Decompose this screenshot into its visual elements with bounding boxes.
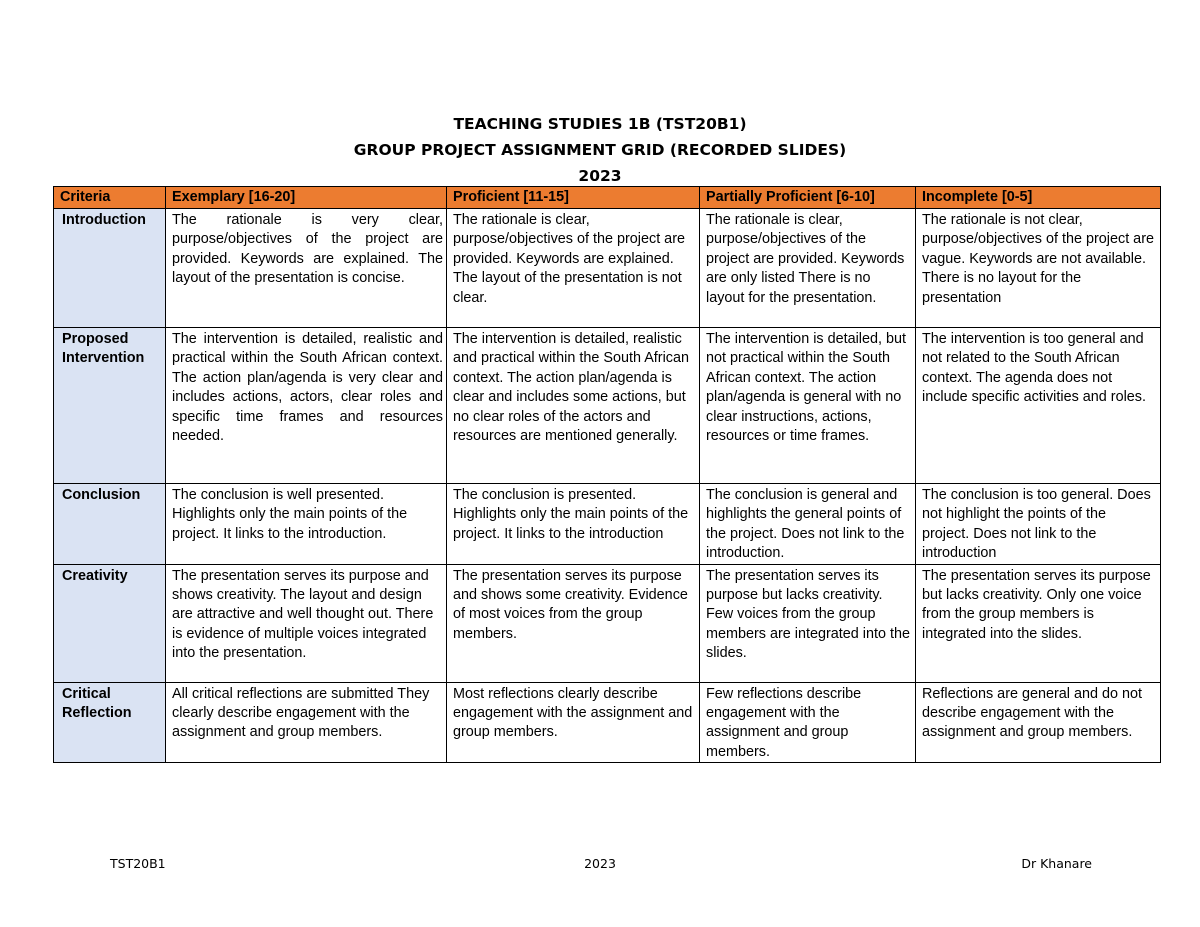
title-line-2: GROUP PROJECT ASSIGNMENT GRID (RECORDED SLIDES) — [353, 141, 847, 159]
table-cell: The rationale is not clear, purpose/objectives of the project are vague. Keywords are not available. There is no layout for the presentation — [916, 209, 1161, 328]
table-cell: The presentation serves its purpose and shows creativity. The layout and design are attractive and well thought out. There is evidence of multiple voices integrated into the presentation. — [166, 564, 447, 682]
criterion-cell: Critical Reflection — [54, 682, 166, 763]
table-row — [54, 328, 1161, 484]
header-proficient: Proficient [11-15] — [447, 187, 700, 209]
footer-left: TST20B1 — [110, 856, 166, 871]
table-row — [54, 209, 1161, 328]
criterion-cell: Conclusion — [54, 484, 166, 565]
document-title — [0, 111, 1200, 189]
title-line-3: 2023 — [578, 167, 622, 185]
table-cell: All critical reflections are submitted They clearly describe engagement with the assignment and group members. — [166, 682, 447, 763]
table-cell: The conclusion is general and highlights the general points of the project. Does not link to the introduction. — [700, 484, 916, 565]
criterion-cell: Proposed Intervention — [54, 328, 166, 484]
title-line-1: TEACHING STUDIES 1B (TST20B1) — [453, 115, 747, 133]
criterion-cell: Creativity — [54, 564, 166, 682]
table-cell: The presentation serves its purpose but lacks creativity. Only one voice from the group members is integrated into the slides. — [916, 564, 1161, 682]
table-cell: The conclusion is presented. Highlights only the main points of the project. It links to the introduction — [447, 484, 700, 565]
table-cell: The presentation serves its purpose but lacks creativity. Few voices from the group members are integrated into the slides. — [700, 564, 916, 682]
header-incomplete: Incomplete [0-5] — [916, 187, 1161, 209]
table-cell: Few reflections describe engagement with the assignment and group members. — [700, 682, 916, 763]
header-criteria: Criteria — [54, 187, 166, 209]
table-cell: The conclusion is well presented. Highlights only the main points of the project. It links to the introduction. — [166, 484, 447, 565]
table-cell: Reflections are general and do not describe engagement with the assignment and group members. — [916, 682, 1161, 763]
table-row — [54, 564, 1161, 682]
footer-right: Dr Khanare — [1021, 856, 1092, 871]
table-cell: The intervention is detailed, but not practical within the South African context. The action plan/agenda is general with no clear instructions, actions, resources or time frames. — [700, 328, 916, 484]
table-cell: The intervention is too general and not related to the South African context. The agenda does not include specific activities and roles. — [916, 328, 1161, 484]
table-row — [54, 682, 1161, 763]
table-cell: The rationale is very clear, purpose/objectives of the project are provided. Keywords are explained. The layout of the presentation is concise. — [166, 209, 447, 328]
assessment-grid-table — [53, 186, 1161, 763]
table-row — [54, 484, 1161, 565]
table-header-row — [54, 187, 1161, 209]
table-cell: The presentation serves its purpose and shows some creativity. Evidence of most voices from the group members. — [447, 564, 700, 682]
table-cell: The intervention is detailed, realistic and practical within the South African context. The action plan/agenda is clear and includes some actions, but no clear roles of the actors and resources are mentioned generally. — [447, 328, 700, 484]
header-partially-proficient: Partially Proficient [6-10] — [700, 187, 916, 209]
criterion-cell: Introduction — [54, 209, 166, 328]
table-cell: The rationale is clear, purpose/objectives of the project are provided. Keywords are explained. The layout of the presentation is not clear. — [447, 209, 700, 328]
table-cell: The conclusion is too general. Does not highlight the points of the project. Does not link to the introduction — [916, 484, 1161, 565]
table-cell: Most reflections clearly describe engagement with the assignment and group members. — [447, 682, 700, 763]
table-cell: The intervention is detailed, realistic and practical within the South African context. The action plan/agenda is very clear and includes actions, actors, clear roles and specific time frames and resources needed. — [166, 328, 447, 484]
table-cell: The rationale is clear, purpose/objectives of the project are provided. Keywords are only listed There is no layout for the presentation. — [700, 209, 916, 328]
footer-center: 2023 — [584, 856, 616, 871]
header-exemplary: Exemplary [16-20] — [166, 187, 447, 209]
